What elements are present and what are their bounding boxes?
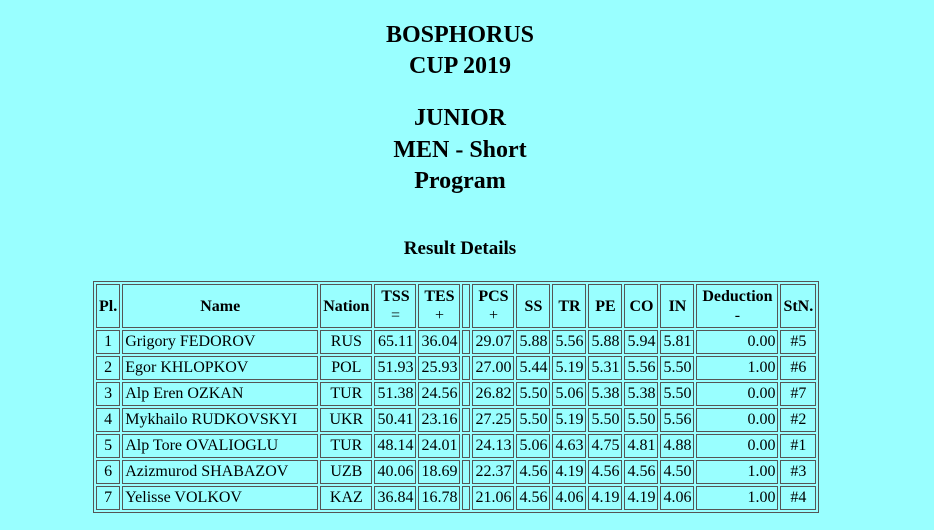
cell-pcs: 27.00 [472,356,514,380]
cell-ded: 1.00 [696,486,778,510]
header-deduction-sub: - [734,307,741,324]
section-title: Result Details [403,238,517,259]
header-tes-sub: + [434,307,444,324]
cell-in: 5.50 [660,356,694,380]
cell-tr: 4.63 [552,434,586,458]
cell-ss: 4.56 [516,486,550,510]
cell-nation: UKR [320,408,372,432]
cell-co: 4.56 [624,460,658,484]
category-line3: Program [414,168,506,194]
cell-tss: 50.41 [374,408,416,432]
cell-gap [462,330,470,354]
cell-name: Egor KHLOPKOV [122,356,318,380]
cell-pl: 2 [96,356,120,380]
header-deduction-label: Deduction [702,288,773,305]
cell-pe: 4.19 [588,486,622,510]
cell-tss: 40.06 [374,460,416,484]
cell-tes: 24.56 [418,382,460,406]
cell-tes: 36.04 [418,330,460,354]
cell-stn: #7 [780,382,816,406]
cell-pcs: 24.13 [472,434,514,458]
header-deduction [696,284,778,328]
cell-pl: 5 [96,434,120,458]
header-stn: StN. [780,284,816,328]
cell-in: 5.81 [660,330,694,354]
cell-name: Grigory FEDOROV [122,330,318,354]
cell-gap [462,408,470,432]
cell-nation: POL [320,356,372,380]
cell-pe: 4.75 [588,434,622,458]
category-line1: JUNIOR [413,105,506,131]
cell-tr: 5.56 [552,330,586,354]
header-co: CO [624,284,658,328]
cell-pcs: 22.37 [472,460,514,484]
cell-tes: 23.16 [418,408,460,432]
header-in: IN [660,284,694,328]
cell-in: 4.50 [660,460,694,484]
cell-tr: 5.19 [552,356,586,380]
cell-stn: #6 [780,356,816,380]
cell-tes: 25.93 [418,356,460,380]
cell-stn: #4 [780,486,816,510]
cell-gap [462,356,470,380]
event-title-line1: BOSPHORUS [385,22,535,48]
table-row [96,434,816,458]
cell-pcs: 29.07 [472,330,514,354]
cell-tes: 18.69 [418,460,460,484]
cell-gap [462,382,470,406]
cell-stn: #1 [780,434,816,458]
cell-tss: 36.84 [374,486,416,510]
cell-pe: 5.38 [588,382,622,406]
cell-name: Yelisse VOLKOV [122,486,318,510]
cell-ded: 0.00 [696,382,778,406]
header-row [96,284,816,328]
cell-tss: 51.93 [374,356,416,380]
cell-tr: 4.06 [552,486,586,510]
cell-in: 5.56 [660,408,694,432]
cell-ded: 0.00 [696,434,778,458]
cell-ss: 5.50 [516,408,550,432]
header-pe: PE [588,284,622,328]
cell-pcs: 26.82 [472,382,514,406]
category-line2: MEN - Short [393,136,527,163]
cell-tes: 16.78 [418,486,460,510]
cell-stn: #5 [780,330,816,354]
header-pcs-sub: + [488,307,498,324]
cell-gap [462,460,470,484]
header-ss: SS [516,284,550,328]
header-pl: Pl. [96,284,120,328]
cell-ded: 0.00 [696,408,778,432]
table-row [96,382,816,406]
event-title [0,20,920,82]
cell-name: Azizmurod SHABAZOV [122,460,318,484]
cell-ded: 1.00 [696,460,778,484]
results-table [93,281,819,513]
cell-nation: TUR [320,434,372,458]
cell-pl: 1 [96,330,120,354]
cell-ss: 5.50 [516,382,550,406]
cell-co: 4.81 [624,434,658,458]
header-tss-sub: = [390,307,400,324]
cell-nation: RUS [320,330,372,354]
header-tss-label: TSS [381,288,410,305]
header-tss [374,284,416,328]
cell-co: 5.94 [624,330,658,354]
cell-tr: 4.19 [552,460,586,484]
cell-ss: 5.44 [516,356,550,380]
table-row [96,356,816,380]
cell-name: Alp Eren OZKAN [122,382,318,406]
cell-tss: 48.14 [374,434,416,458]
cell-tr: 5.06 [552,382,586,406]
cell-co: 5.38 [624,382,658,406]
header-tr: TR [552,284,586,328]
header-pcs-label: PCS [478,288,509,305]
header-gap [462,284,470,328]
event-title-line2: CUP 2019 [409,53,511,79]
cell-pcs: 21.06 [472,486,514,510]
header-pcs [472,284,514,328]
cell-pe: 5.88 [588,330,622,354]
cell-ss: 4.56 [516,460,550,484]
cell-pl: 6 [96,460,120,484]
category-title [0,103,920,198]
table-row [96,330,816,354]
cell-gap [462,434,470,458]
header-name: Name [122,284,318,328]
cell-nation: TUR [320,382,372,406]
cell-in: 4.06 [660,486,694,510]
cell-ded: 0.00 [696,330,778,354]
cell-pcs: 27.25 [472,408,514,432]
cell-in: 5.50 [660,382,694,406]
header-tes-label: TES [424,288,455,305]
table-row [96,486,816,510]
cell-ded: 1.00 [696,356,778,380]
cell-gap [462,486,470,510]
cell-stn: #3 [780,460,816,484]
table-row [96,460,816,484]
cell-name: Mykhailo RUDKOVSKYI [122,408,318,432]
cell-name: Alp Tore OVALIOGLU [122,434,318,458]
cell-tr: 5.19 [552,408,586,432]
cell-in: 4.88 [660,434,694,458]
cell-tes: 24.01 [418,434,460,458]
cell-tss: 51.38 [374,382,416,406]
cell-pe: 5.50 [588,408,622,432]
cell-pl: 7 [96,486,120,510]
cell-co: 5.56 [624,356,658,380]
result-rows [96,330,816,510]
cell-co: 4.19 [624,486,658,510]
cell-nation: UZB [320,460,372,484]
cell-co: 5.50 [624,408,658,432]
cell-nation: KAZ [320,486,372,510]
cell-pl: 3 [96,382,120,406]
header-nation: Nation [320,284,372,328]
header-tes [418,284,460,328]
cell-ss: 5.88 [516,330,550,354]
cell-pe: 5.31 [588,356,622,380]
cell-pl: 4 [96,408,120,432]
cell-pe: 4.56 [588,460,622,484]
cell-stn: #2 [780,408,816,432]
table-row [96,408,816,432]
cell-tss: 65.11 [374,330,416,354]
cell-ss: 5.06 [516,434,550,458]
